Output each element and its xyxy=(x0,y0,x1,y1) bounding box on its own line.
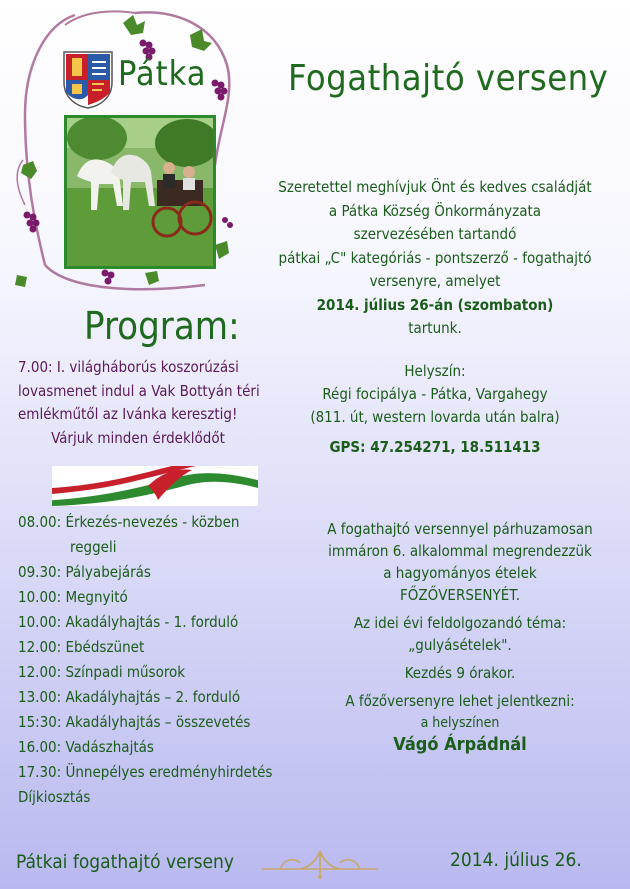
coat-of-arms-icon xyxy=(62,50,114,110)
schedule-item: 16.00: Vadászhajtás xyxy=(18,738,154,756)
schedule-item: 12.00: Színpadi műsorok xyxy=(18,663,186,681)
invitation-line: pátkai „C" kategóriás - pontszerző - fogathajtó xyxy=(278,248,592,267)
footer-ornament-icon xyxy=(260,847,380,881)
cooking-line: a hagyományos ételek xyxy=(383,564,537,582)
intro-line: lovasmenet indul a Vak Bottyán téri xyxy=(18,381,260,400)
cooking-line: immáron 6. alkalommal megrendezzük xyxy=(328,542,592,560)
schedule-item: 09.30: Pályabejárás xyxy=(18,563,151,581)
footer-date: 2014. július 26. xyxy=(450,849,582,871)
theme-label: Az idei évi feldolgozandó téma: xyxy=(353,614,567,632)
schedule-item: 12.00: Ebédszünet xyxy=(18,638,145,656)
town-name: Pátka xyxy=(118,54,207,94)
carriage-photo xyxy=(64,115,216,269)
schedule-text: 08.00: Érkezés-nevezés - közben xyxy=(18,513,240,531)
cooking-contest-block xyxy=(300,518,620,756)
intro-line: 7.00: I. világháborús koszorúzási xyxy=(18,358,239,376)
venue-place: Régi focipálya - Pátka, Vargahegy xyxy=(322,385,548,403)
venue-label: Helyszín: xyxy=(404,362,466,380)
invitation-line: szervezésében tartandó xyxy=(353,225,517,243)
schedule-item: 10.00: Megnyitó xyxy=(18,588,128,606)
schedule-item: 13.00: Akadályhajtás – 2. forduló xyxy=(18,688,241,706)
event-title: Fogathajtó verseny xyxy=(288,58,609,99)
schedule-list xyxy=(18,510,298,810)
invitation-line: a Pátka Község Önkormányzata xyxy=(328,201,542,220)
cooking-line: FŐZŐVERSENYÉT. xyxy=(399,586,521,604)
event-date: 2014. július 26-án (szombaton) xyxy=(316,295,554,314)
signup-where: a helyszínen xyxy=(420,715,500,731)
cooking-line: A fogathajtó versennyel párhuzamosan xyxy=(327,520,593,538)
contact-name: Vágó Árpádnál xyxy=(393,734,527,755)
venue-block xyxy=(250,360,620,429)
horse-carriage-illustration xyxy=(67,118,213,266)
schedule-item: 15:30: Akadályhajtás – összevetés xyxy=(18,713,251,731)
intro-welcome: Várjuk minden érdeklődőt xyxy=(51,428,225,447)
gps-coordinates: GPS: 47.254271, 18.511413 xyxy=(329,438,541,456)
schedule-item: 10.00: Akadályhajtás - 1. forduló xyxy=(18,613,239,631)
theme-value: „gulyásételek". xyxy=(408,636,512,654)
schedule-item: Díjkiosztás xyxy=(18,788,91,806)
hungarian-ribbon-icon xyxy=(52,466,258,506)
invitation-line: versenyre, amelyet xyxy=(369,272,501,290)
invitation-line: Szeretettel meghívjuk Önt és kedves családját xyxy=(278,178,592,196)
footer-event-name: Pátkai fogathajtó verseny xyxy=(16,851,235,873)
start-time: Kezdés 9 órakor. xyxy=(404,664,516,682)
program-heading: Program: xyxy=(84,304,240,348)
schedule-text-cont: reggeli xyxy=(70,538,117,556)
invitation-closing: tartunk. xyxy=(408,319,462,337)
program-intro xyxy=(18,356,288,450)
venue-directions: (811. út, western lovarda után balra) xyxy=(310,408,560,426)
invitation-text xyxy=(250,176,620,341)
signup-text: A főzőversenyre lehet jelentkezni: xyxy=(345,692,575,710)
schedule-item xyxy=(18,510,298,560)
intro-line: emlékműtől az Ivánka keresztig! xyxy=(18,405,238,423)
schedule-item: 17.30: Ünnepélyes eredményhirdetés xyxy=(18,763,273,781)
